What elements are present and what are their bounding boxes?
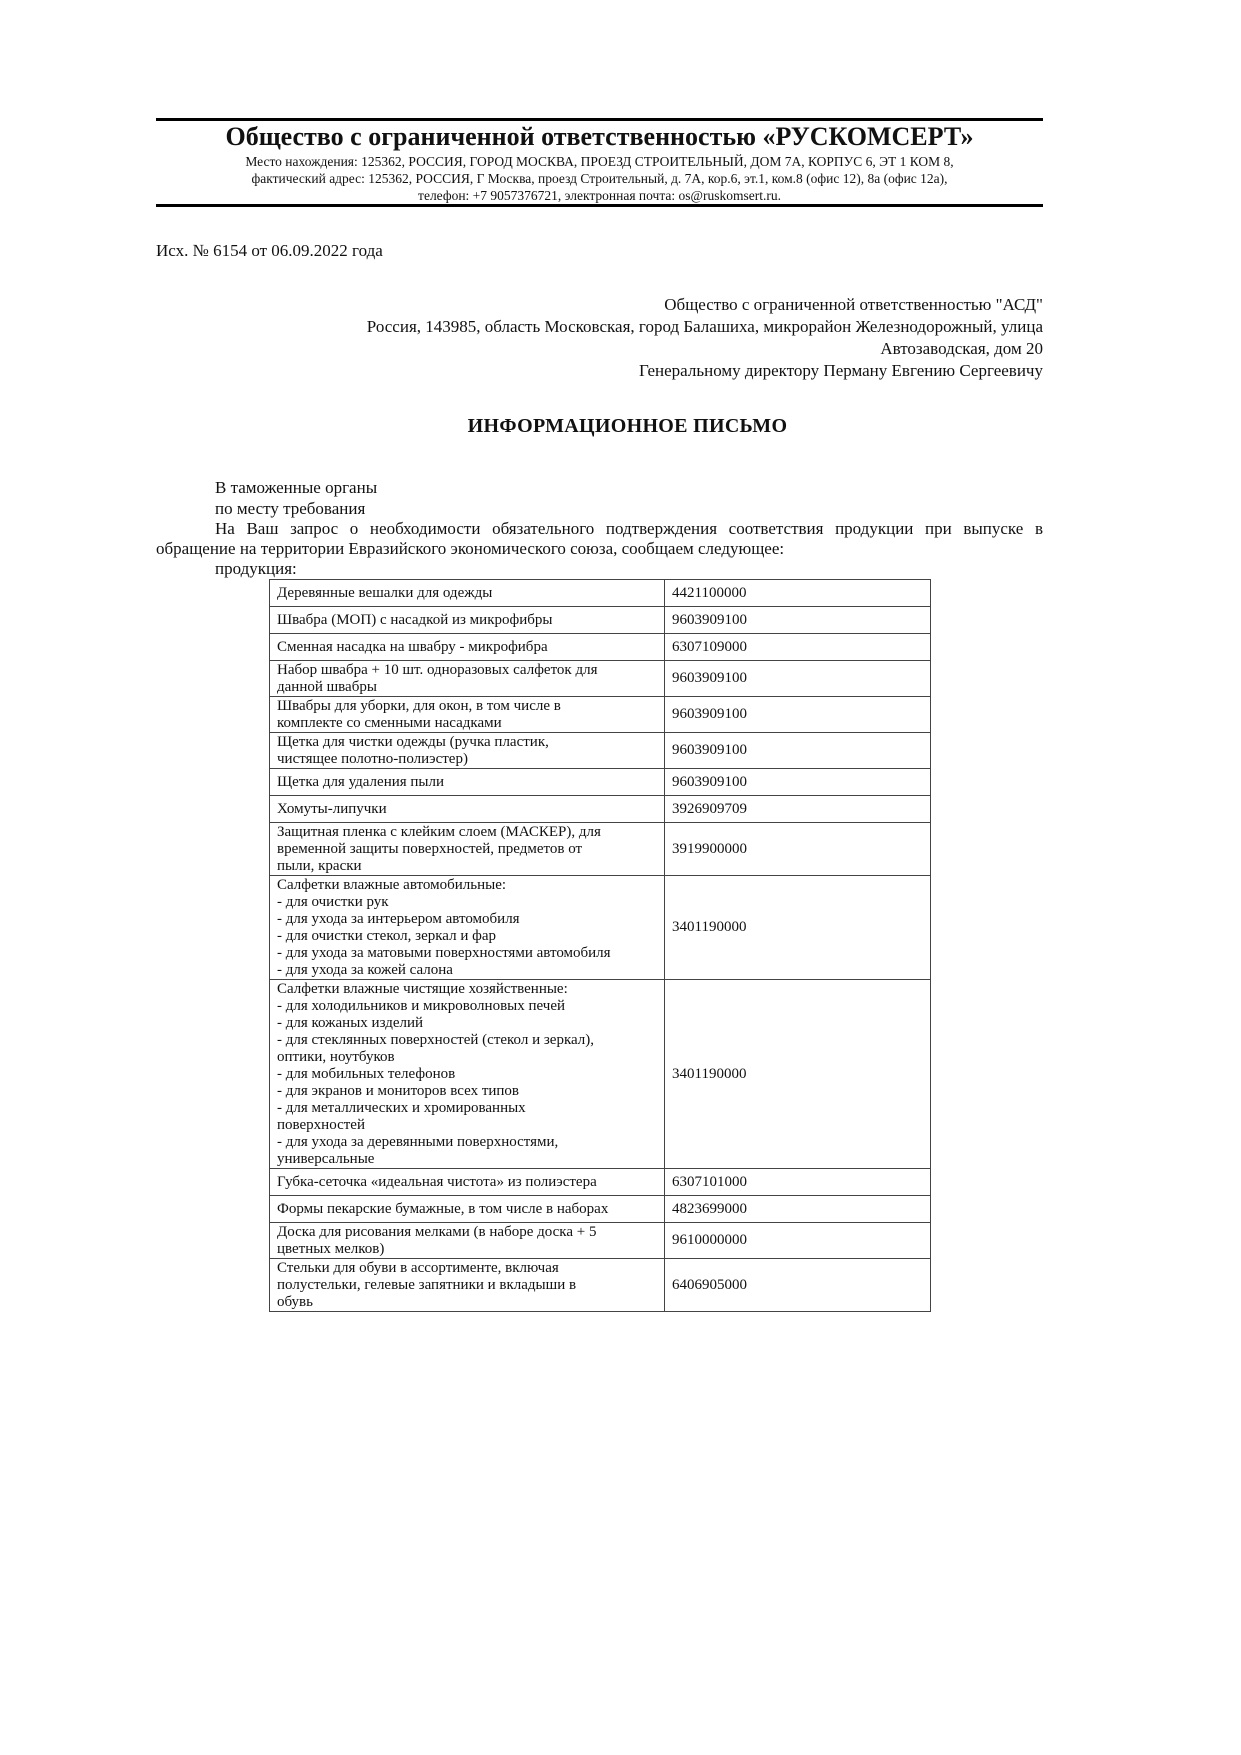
body-word: запрос xyxy=(290,519,339,538)
product-name-line: - для кожаных изделий xyxy=(277,1014,424,1031)
product-name-line: обувь xyxy=(277,1293,313,1310)
product-name-line: Швабра (МОП) с насадкой из микрофибры xyxy=(277,611,553,628)
product-name-line: - для экранов и мониторов всех типов xyxy=(277,1082,520,1099)
product-name-cell xyxy=(270,1169,665,1196)
product-name-line: цветных мелков) xyxy=(277,1240,385,1257)
product-name-cell xyxy=(270,580,665,607)
table-row xyxy=(270,769,931,796)
product-name-cell xyxy=(270,1196,665,1223)
product-name-cell xyxy=(270,697,665,733)
product-name-cell xyxy=(270,980,665,1169)
product-code-cell: 6307101000 xyxy=(665,1169,931,1196)
product-code-cell: 9603909100 xyxy=(665,769,931,796)
product-name-line: - для очистки рук xyxy=(277,893,389,910)
product-name-cell xyxy=(270,1223,665,1259)
organization-location: Место нахождения: 125362, РОССИЯ, ГОРОД МОСКВА, ПРОЕЗД СТРОИТЕЛЬНЫЙ, ДОМ 7А, КОРПУС 6, ЭТ 1 КОМ 8, xyxy=(245,154,954,169)
product-code-cell: 6307109000 xyxy=(665,634,931,661)
body-word: о xyxy=(349,519,359,538)
product-name-line: полустельки, гелевые запятники и вкладыши в xyxy=(277,1276,577,1293)
table-row xyxy=(270,697,931,733)
addressee-line: Генеральному директору Перману Евгению Сергеевичу xyxy=(638,361,1043,380)
body-line-customs: В таможенные органы xyxy=(215,478,378,497)
product-name-line: Стельки для обуви в ассортименте, включая xyxy=(277,1259,559,1276)
product-name-line: - для ухода за деревянными поверхностями, xyxy=(277,1133,559,1150)
product-name-line: - для стеклянных поверхностей (стекол и зеркал), xyxy=(277,1031,595,1048)
product-name-line: пыли, краски xyxy=(277,857,362,874)
organization-actual-address: фактический адрес: 125362, РОССИЯ, Г Москва, проезд Строительный, д. 7А, кор.6, эт.1, ком.8 (офис 12), 8а (офис 12а), xyxy=(251,171,948,186)
body-word: На xyxy=(215,519,235,538)
product-name-cell xyxy=(270,661,665,697)
product-name-line: Швабры для уборки, для окон, в том числе в xyxy=(277,697,561,714)
product-code-cell: 3401190000 xyxy=(665,980,931,1169)
table-row xyxy=(270,733,931,769)
product-name-cell xyxy=(270,769,665,796)
product-name-cell xyxy=(270,796,665,823)
body-line-request xyxy=(215,519,1043,539)
product-name-line: Сменная насадка на швабру - микрофибра xyxy=(277,638,548,655)
product-name-line: данной швабры xyxy=(277,678,377,695)
product-code-cell: 3401190000 xyxy=(665,876,931,980)
product-name-line: - для ухода за кожей салона xyxy=(277,961,453,978)
table-row xyxy=(270,796,931,823)
product-code-cell: 9610000000 xyxy=(665,1223,931,1259)
product-name-line: Хомуты-липучки xyxy=(277,800,387,817)
product-name-line: оптики, ноутбуков xyxy=(277,1048,395,1065)
product-code-cell: 3919900000 xyxy=(665,823,931,876)
addressee-line: Россия, 143985, область Московская, город Балашиха, микрорайон Железнодорожный, улица xyxy=(366,317,1043,336)
outgoing-reference: Исх. № 6154 от 06.09.2022 года xyxy=(156,241,383,260)
product-name-line: - для металлических и хромированных xyxy=(277,1099,526,1116)
product-code-cell: 3926909709 xyxy=(665,796,931,823)
product-name-line: чистящее полотно-полиэстер) xyxy=(277,750,468,767)
product-code-cell: 9603909100 xyxy=(665,697,931,733)
table-row xyxy=(270,876,931,980)
product-code-cell: 9603909100 xyxy=(665,733,931,769)
organization-contacts: телефон: +7 9057376721, электронная почта: os@ruskomsert.ru. xyxy=(418,188,781,203)
product-name-line: комплекте со сменными насадками xyxy=(277,714,502,731)
product-name-line: - для ухода за интерьером автомобиля xyxy=(277,910,520,927)
product-name-cell xyxy=(270,733,665,769)
header-bottom-rule xyxy=(156,204,1043,207)
table-row xyxy=(270,1196,931,1223)
body-word: соответствия xyxy=(728,519,824,538)
product-name-line: Деревянные вешалки для одежды xyxy=(277,584,493,601)
product-name-line: Набор швабра + 10 шт. одноразовых салфеток для xyxy=(277,661,598,678)
product-name-line: поверхностей xyxy=(277,1116,365,1133)
body-word: в xyxy=(1034,519,1043,538)
product-name-cell xyxy=(270,876,665,980)
product-name-line: Формы пекарские бумажные, в том числе в наборах xyxy=(277,1200,609,1217)
product-name-line: Салфетки влажные автомобильные: xyxy=(277,876,507,893)
product-code-cell: 9603909100 xyxy=(665,661,931,697)
product-name-cell xyxy=(270,607,665,634)
body-word: выпуске xyxy=(963,519,1024,538)
table-row xyxy=(270,607,931,634)
product-name-line: универсальные xyxy=(277,1150,375,1167)
product-name-line: Доска для рисования мелками (в наборе доска + 5 xyxy=(277,1223,597,1240)
table-row xyxy=(270,823,931,876)
addressee-line: Общество с ограниченной ответственностью "АСД" xyxy=(664,295,1043,314)
body-word: обязательного xyxy=(492,519,595,538)
table-row xyxy=(270,1169,931,1196)
product-name-line: временной защиты поверхностей, предметов от xyxy=(277,840,583,857)
table-row xyxy=(270,634,931,661)
product-name-line: Щетка для чистки одежды (ручка пластик, xyxy=(277,733,549,750)
table-row xyxy=(270,580,931,607)
body-line-union: обращение на территории Евразийского экономического союза, сообщаем следующее: xyxy=(156,539,785,558)
product-name-line: - для ухода за матовыми поверхностями автомобиля xyxy=(277,944,611,961)
letter-title: ИНФОРМАЦИОННОЕ ПИСЬМО xyxy=(467,415,788,437)
product-name-line: Губка-сеточка «идеальная чистота» из полиэстера xyxy=(277,1173,597,1190)
body-word: при xyxy=(925,519,952,538)
body-word: продукции xyxy=(835,519,914,538)
body-line-place: по месту требования xyxy=(215,499,366,518)
body-word: подтверждения xyxy=(605,519,718,538)
product-name-line: Щетка для удаления пыли xyxy=(277,773,445,790)
product-name-line: - для холодильников и микроволновых печей xyxy=(277,997,566,1014)
product-name-line: - для мобильных телефонов xyxy=(277,1065,456,1082)
product-name-cell xyxy=(270,634,665,661)
product-code-cell: 9603909100 xyxy=(665,607,931,634)
product-name-line: Салфетки влажные чистящие хозяйственные: xyxy=(277,980,568,997)
table-row xyxy=(270,980,931,1169)
body-word: Ваш xyxy=(246,519,279,538)
product-name-cell xyxy=(270,1259,665,1312)
body-line-products-label: продукция: xyxy=(215,559,297,578)
organization-name: Общество с ограниченной ответственностью «РУСКОМСЕРТ» xyxy=(225,122,974,151)
body-word: необходимости xyxy=(369,519,481,538)
product-code-cell: 6406905000 xyxy=(665,1259,931,1312)
product-name-line: - для очистки стекол, зеркал и фар xyxy=(277,927,496,944)
product-name-line: Защитная пленка с клейким слоем (МАСКЕР), для xyxy=(277,823,601,840)
product-code-cell: 4421100000 xyxy=(665,580,931,607)
table-row xyxy=(270,1223,931,1259)
table-row xyxy=(270,661,931,697)
header-top-rule xyxy=(156,118,1043,121)
product-code-cell: 4823699000 xyxy=(665,1196,931,1223)
addressee-line: Автозаводская, дом 20 xyxy=(880,339,1043,358)
table-row xyxy=(270,1259,931,1312)
product-name-cell xyxy=(270,823,665,876)
products-table xyxy=(269,579,931,1312)
